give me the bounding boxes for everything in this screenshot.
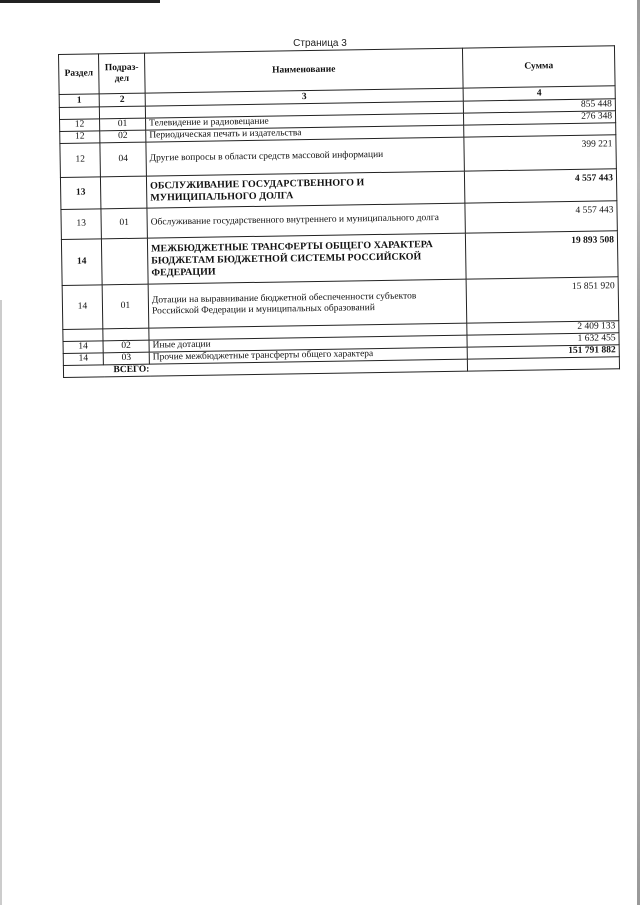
cell-section: 12	[60, 143, 101, 178]
cell-subsection: 01	[100, 118, 146, 131]
cell-name: Прочие межбюджетные трансферты общего характера	[149, 347, 467, 364]
cell-amount: 2 409 133	[467, 321, 619, 335]
cell-section: 13	[60, 177, 100, 210]
scan-top-edge	[0, 0, 160, 3]
cell-name: Дотации на выравнивание бюджетной обеспеченности субъектов Российской Федерации и муниципальных образований	[148, 279, 467, 328]
cell-name: ОБСЛУЖИВАНИЕ ГОСУДАРСТВЕННОГО И МУНИЦИПАЛЬНОГО ДОЛГА	[146, 171, 464, 208]
col-number: 2	[99, 93, 145, 107]
cell-amount: 855 448	[463, 99, 615, 113]
cell-subsection: 04	[100, 142, 147, 177]
cell-amount: 19 893 508	[465, 231, 618, 279]
cell-name: Иные дотации	[149, 335, 467, 352]
cell-subsection	[101, 238, 148, 285]
cell-section: 14	[63, 341, 103, 354]
total-amount-cell	[467, 357, 619, 371]
cell-amount: 1 632 455	[467, 333, 619, 347]
col-number: 3	[145, 88, 463, 106]
header-section: Раздел	[59, 54, 100, 95]
cell-section	[63, 329, 103, 342]
cell-section: 14	[62, 285, 103, 330]
cell-subsection: 02	[103, 340, 149, 353]
cell-amount: 399 221	[464, 135, 617, 171]
budget-table	[58, 45, 620, 378]
cell-amount: 276 348	[463, 111, 615, 125]
cell-subsection: 01	[101, 208, 147, 239]
total-label: ВСЕГО:	[103, 359, 467, 377]
cell-section: 13	[61, 209, 101, 240]
cell-section	[59, 107, 99, 120]
cell-section: 12	[60, 131, 100, 144]
cell-section: 12	[60, 119, 100, 132]
cell-name: Периодическая печать и издательства	[146, 125, 464, 142]
cell-name: МЕЖБЮДЖЕТНЫЕ ТРАНСФЕРТЫ ОБЩЕГО ХАРАКТЕРА БЮДЖЕТАМ БЮДЖЕТНОЙ СИСТЕМЫ РОССИЙСКОЙ ФЕДЕРАЦИИ	[147, 233, 466, 284]
cell-amount: 15 851 920	[466, 277, 619, 323]
cell-subsection: 02	[100, 130, 146, 143]
cell-subsection	[100, 176, 146, 209]
cell-name: Обслуживание государственного внутреннего и муниципального долга	[147, 203, 465, 238]
col-number: 4	[463, 86, 615, 101]
header-amount: Сумма	[462, 46, 615, 88]
cell-subsection: 01	[102, 284, 149, 329]
header-name: Наименование	[144, 48, 463, 93]
total-spacer	[63, 365, 103, 378]
cell-subsection: 03	[103, 352, 149, 365]
cell-amount: 4 557 443	[465, 201, 617, 233]
budget-table-sheet	[58, 45, 619, 378]
scan-left-edge	[0, 300, 2, 905]
cell-name: Телевидение и радиовещание	[146, 113, 464, 130]
cell-section: 14	[63, 353, 103, 366]
cell-section: 14	[61, 239, 102, 286]
cell-amount: 4 557 443	[464, 169, 616, 203]
cell-name: Другие вопросы в области средств массовой информации	[146, 137, 464, 176]
cell-amount: 151 791 882	[467, 345, 619, 359]
cell-subsection	[103, 328, 149, 341]
header-subsection: Подраз- дел	[99, 53, 146, 94]
page-number-label: Страница 3	[293, 38, 347, 49]
cell-subsection	[99, 106, 145, 119]
col-number: 1	[59, 94, 99, 108]
